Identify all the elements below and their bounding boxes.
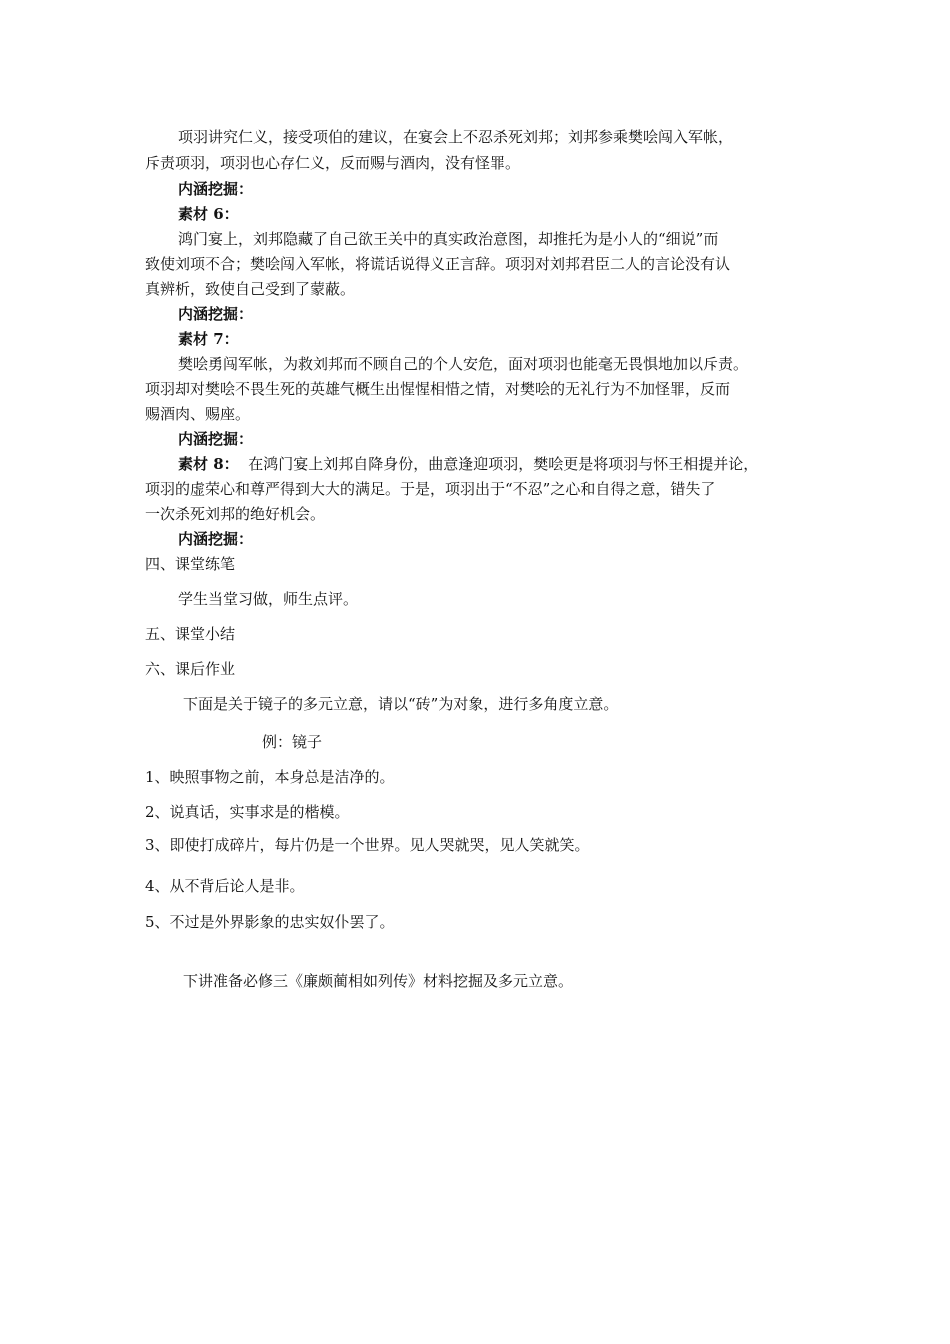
material-6-label: 素材 6： bbox=[178, 205, 239, 223]
para1-line2: 斥责项羽，项羽也心存仁义，反而赐与酒肉，没有怪罪。 bbox=[145, 154, 521, 172]
para8-first-text: 在鸿门宴上刘邦自降身份，曲意逢迎项羽，樊哙更是将项羽与怀王相提并论， bbox=[248, 455, 759, 473]
section-4-text: 学生当堂习做，师生点评。 bbox=[178, 590, 359, 608]
para7-line1: 樊哙勇闯军帐，为救刘邦而不顾自己的个人安危，面对项羽也能毫无畏惧地加以斥责。 bbox=[178, 355, 749, 373]
example-label: 例：镜子 bbox=[262, 733, 323, 751]
list-item-4: 4、从不背后论人是非。 bbox=[145, 877, 305, 895]
section-4-heading: 四、课堂练笔 bbox=[145, 555, 236, 573]
next-lesson-note: 下讲准备必修三《廉颇蔺相如列传》材料挖掘及多元立意。 bbox=[183, 972, 574, 990]
para6-line3: 真辨析，致使自己受到了蒙蔽。 bbox=[145, 280, 356, 298]
para6-line1: 鸿门宴上，刘邦隐藏了自己欲王关中的真实政治意图，却推托为是小人的“细说”而 bbox=[178, 230, 719, 248]
inner-label-3: 内涵挖掘： bbox=[178, 430, 254, 448]
list-item-1: 1、映照事物之前，本身总是洁净的。 bbox=[145, 768, 395, 786]
section-5-heading: 五、课堂小结 bbox=[145, 625, 236, 643]
para6-line2: 致使刘项不合；樊哙闯入军帐，将谎话说得义正言辞。项羽对刘邦君臣二人的言论没有认 bbox=[145, 255, 731, 273]
inner-label-1: 内涵挖掘： bbox=[178, 180, 254, 198]
list-item-3: 3、即使打成碎片，每片仍是一个世界。见人哭就哭，见人笑就笑。 bbox=[145, 836, 590, 854]
para8-line3: 一次杀死刘邦的绝好机会。 bbox=[145, 505, 326, 523]
para1-line1: 项羽讲究仁义，接受项伯的建议，在宴会上不忍杀死刘邦；刘邦参乘樊哙闯入军帐， bbox=[178, 128, 734, 146]
list-item-5: 5、不过是外界影象的忠实奴仆罢了。 bbox=[145, 913, 395, 931]
para8-line2: 项羽的虚荣心和尊严得到大大的满足。于是，项羽出于“不忍”之心和自得之意，错失了 bbox=[145, 480, 716, 498]
para7-line2: 项羽却对樊哙不畏生死的英雄气概生出惺惺相惜之情，对樊哙的无礼行为不加怪罪，反而 bbox=[145, 380, 731, 398]
material-7-label: 素材 7： bbox=[178, 330, 239, 348]
para8-line1 bbox=[178, 455, 758, 473]
inner-label-2: 内涵挖掘： bbox=[178, 305, 254, 323]
inner-label-4: 内涵挖掘： bbox=[178, 530, 254, 548]
section-6-heading: 六、课后作业 bbox=[145, 660, 236, 678]
list-item-2: 2、说真话，实事求是的楷模。 bbox=[145, 803, 350, 821]
homework-intro: 下面是关于镜子的多元立意，请以“砖”为对象，进行多角度立意。 bbox=[183, 695, 619, 713]
material-8-label: 素材 8： bbox=[178, 455, 239, 473]
para7-line3: 赐酒肉、赐座。 bbox=[145, 405, 251, 423]
